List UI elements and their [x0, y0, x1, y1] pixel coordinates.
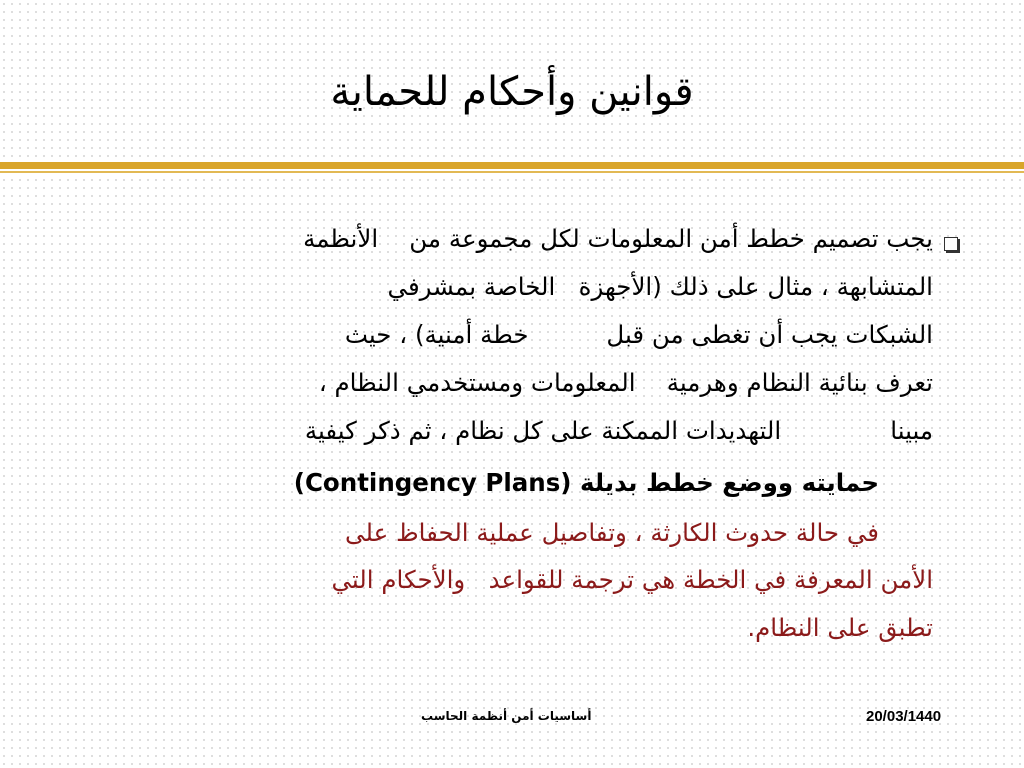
body-line-contingency: حمايته ووضع خطط بديلة (Contingency Plans) — [293, 468, 879, 497]
body-line: الأمن المعرفة في الخطة هي ترجمة للقواعد والأحكام التي — [331, 565, 933, 594]
footer-title: أساسيات أمن أنظمة الحاسب — [421, 709, 592, 723]
footer-date: 20/03/1440 — [866, 708, 942, 725]
slide-title: قوانين وأحكام للحماية — [330, 69, 694, 115]
body-line: يجب تصميم خطط أمن المعلومات لكل مجموعة من الأنظمة — [303, 224, 933, 253]
body-line: الشبكات يجب أن تغطى من قبل خطة أمنية) ، حيث — [344, 320, 933, 349]
body-line: في حالة حدوث الكارثة ، وتفاصيل عملية الحفاظ على — [345, 518, 879, 547]
body-line: تطبق على النظام. — [747, 613, 933, 642]
body-line: تعرف بنائية النظام وهرمية المعلومات ومستخدمي النظام ، — [318, 368, 933, 397]
body-line: المتشابهة ، مثال على ذلك (الأجهزة الخاصة بمشرفي — [387, 272, 933, 301]
body-line: مبينا التهديدات الممكنة على كل نظام ، ثم ذكر كيفية — [304, 416, 933, 445]
